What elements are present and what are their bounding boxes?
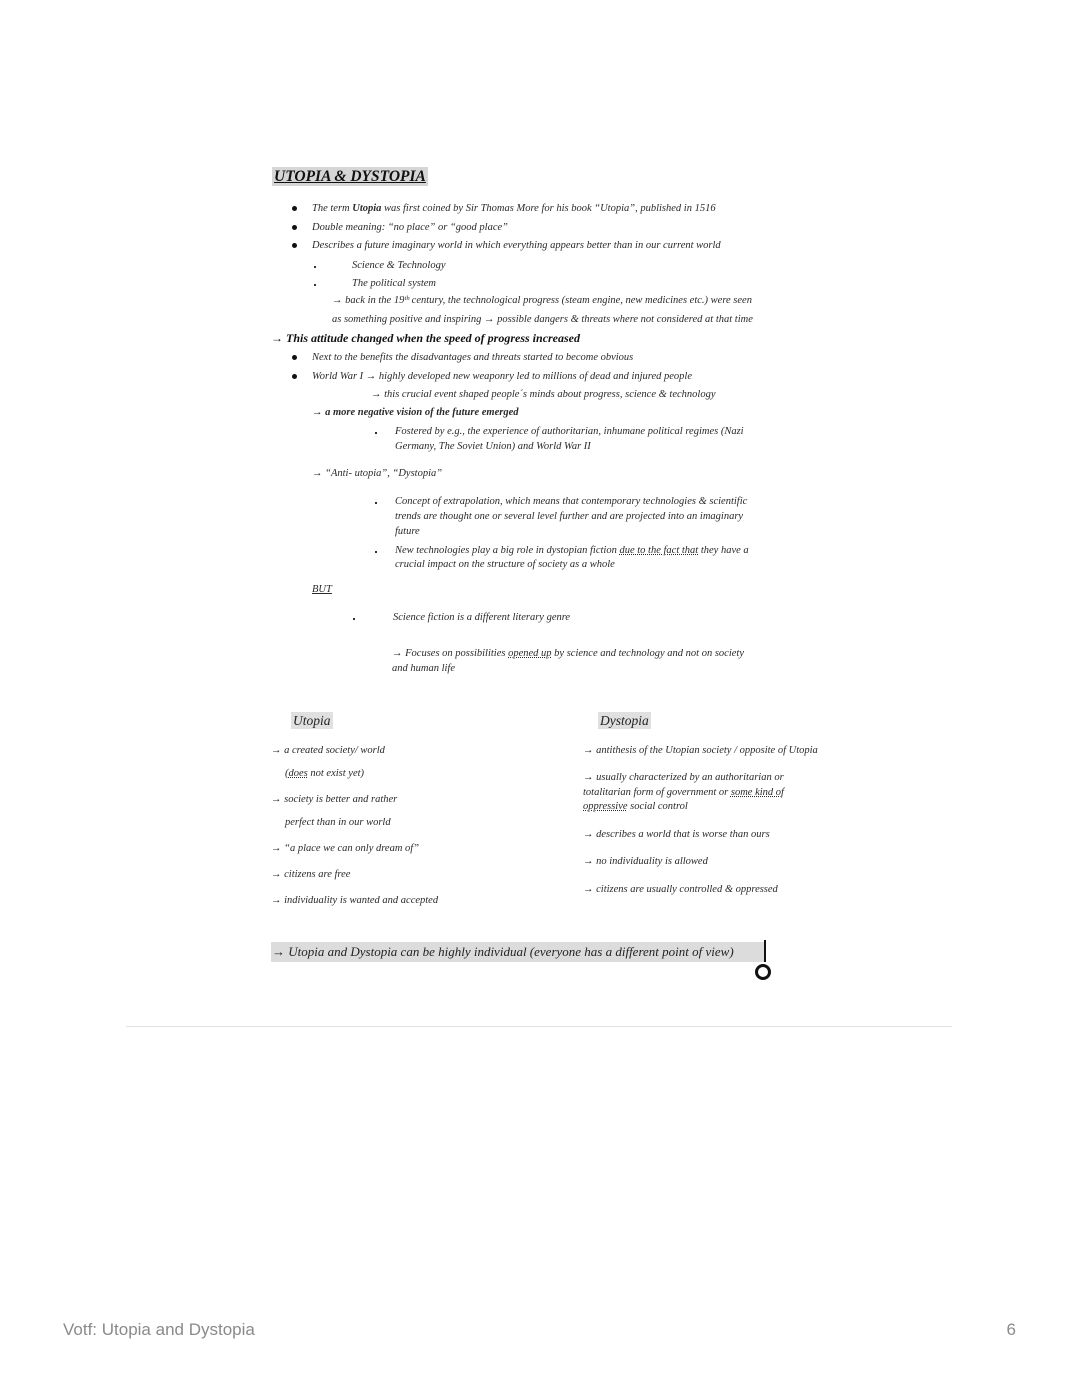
utopia-item: → individuality is wanted and accepted: [271, 895, 439, 906]
extrapolation-line-2: trends are thought one or several level further and are projected into an imaginary: [395, 511, 744, 522]
utopia-item: → citizens are free: [271, 869, 351, 880]
sub-bullet-icon: [375, 502, 377, 504]
conclusion-line[interactable]: → Utopia and Dystopia can be highly individual (everyone has a different point of view): [272, 944, 734, 959]
utopia-item: [285, 767, 364, 781]
dystopia-item: → usually characterized by an authoritarian or: [583, 772, 784, 783]
bullet-world-war: World War I → highly developed new weaponry led to millions of dead and injured people: [312, 371, 692, 382]
utopia-item: → “a place we can only dream of”: [271, 843, 420, 854]
focuses-line-2: and human life: [392, 663, 455, 674]
but-label: BUT: [312, 584, 332, 595]
text-underlined: opened up: [508, 648, 552, 659]
progress-line-2: as something positive and inspiring → possible dangers & threats where not considered at that time: [332, 314, 753, 325]
sub-bullet-icon: [314, 266, 316, 268]
text: they have a: [698, 545, 749, 556]
extrapolation-line-1: Concept of extrapolation, which means that contemporary technologies & scientific: [395, 496, 748, 507]
bullet-term-utopia: [312, 202, 716, 216]
dystopia-item: [583, 786, 784, 800]
bullet-icon: [292, 225, 297, 230]
utopia-column-title: Utopia: [293, 713, 331, 728]
fostered-line-1: Fostered by e.g., the experience of authoritarian, inhumane political regimes (Nazi: [395, 426, 744, 437]
page-title: UTOPIA & DYSTOPIA: [274, 168, 426, 185]
page-divider: [126, 1026, 952, 1027]
text-underlined: some kind of: [730, 787, 784, 798]
bullet-describes: Describes a future imaginary world in which everything appears better than in our current world: [312, 240, 721, 251]
pointer-ring-icon: [755, 964, 771, 980]
sub-item-political: The political system: [352, 278, 436, 289]
bullet-icon: [292, 374, 297, 379]
text: by science and technology and not on society: [551, 648, 744, 659]
bullet-icon: [292, 355, 297, 360]
text: not exist yet): [307, 768, 365, 779]
sub-bullet-icon: [375, 551, 377, 553]
text: (: [285, 768, 289, 779]
fostered-line-2: Germany, The Soviet Union) and World War II: [395, 441, 591, 452]
bullet-benefits: Next to the benefits the disadvantages and threats started to become obvious: [312, 352, 634, 363]
utopia-item: → a created society/ world: [271, 745, 385, 756]
footer-document-title: Votf: Utopia and Dystopia: [63, 1320, 255, 1339]
anti-utopia-line: → “Anti- utopia”, “Dystopia”: [312, 468, 443, 479]
extrapolation-line-3: future: [395, 526, 420, 537]
sub-bullet-icon: [375, 432, 377, 434]
text-underlined: does: [288, 768, 308, 779]
text: social control: [627, 801, 688, 812]
new-tech-line-1: [395, 544, 749, 558]
utopia-item: perfect than in our world: [285, 817, 391, 828]
dystopia-item: [583, 800, 688, 814]
text-underlined: due to the fact that: [619, 545, 699, 556]
text-cursor-icon: [764, 940, 766, 962]
footer-page-number: 6: [1006, 1320, 1016, 1339]
dystopia-item: → citizens are usually controlled & oppressed: [583, 884, 778, 895]
utopia-item: → society is better and rather: [271, 794, 398, 805]
progress-line-1: → back in the 19ᵗʰ century, the technological progress (steam engine, new medicines etc.) were seen: [332, 295, 752, 306]
crucial-event-line: → this crucial event shaped people´s minds about progress, science & technology: [371, 389, 716, 400]
bullet-double-meaning: Double meaning: “no place” or “good place”: [312, 222, 508, 233]
text: was first coined by Sir Thomas More for his book “Utopia”, published in 1516: [381, 203, 716, 214]
science-fiction-line: Science fiction is a different literary genre: [393, 612, 571, 623]
text: totalitarian form of government or: [583, 787, 731, 798]
section-heading: → This attitude changed when the speed of progress increased: [271, 331, 581, 345]
bullet-icon: [292, 206, 297, 211]
text: New technologies play a big role in dystopian fiction: [395, 545, 620, 556]
text-underlined: oppressive: [583, 801, 628, 812]
sub-bullet-icon: [353, 618, 355, 620]
dystopia-item: → antithesis of the Utopian society / opposite of Utopia: [583, 745, 818, 756]
sub-item-science: Science & Technology: [352, 260, 446, 271]
dystopia-column-title: Dystopia: [600, 713, 649, 728]
bullet-icon: [292, 243, 297, 248]
text-bold: Utopia: [352, 203, 382, 214]
negative-vision-line: → a more negative vision of the future emerged: [312, 407, 519, 418]
dystopia-item: → describes a world that is worse than ours: [583, 829, 770, 840]
sub-bullet-icon: [314, 284, 316, 286]
new-tech-line-2: crucial impact on the structure of society as a whole: [395, 559, 615, 570]
focuses-line-1: [392, 647, 744, 661]
dystopia-item: → no individuality is allowed: [583, 856, 708, 867]
text: The term: [312, 203, 353, 214]
text: → Focuses on possibilities: [392, 648, 509, 659]
